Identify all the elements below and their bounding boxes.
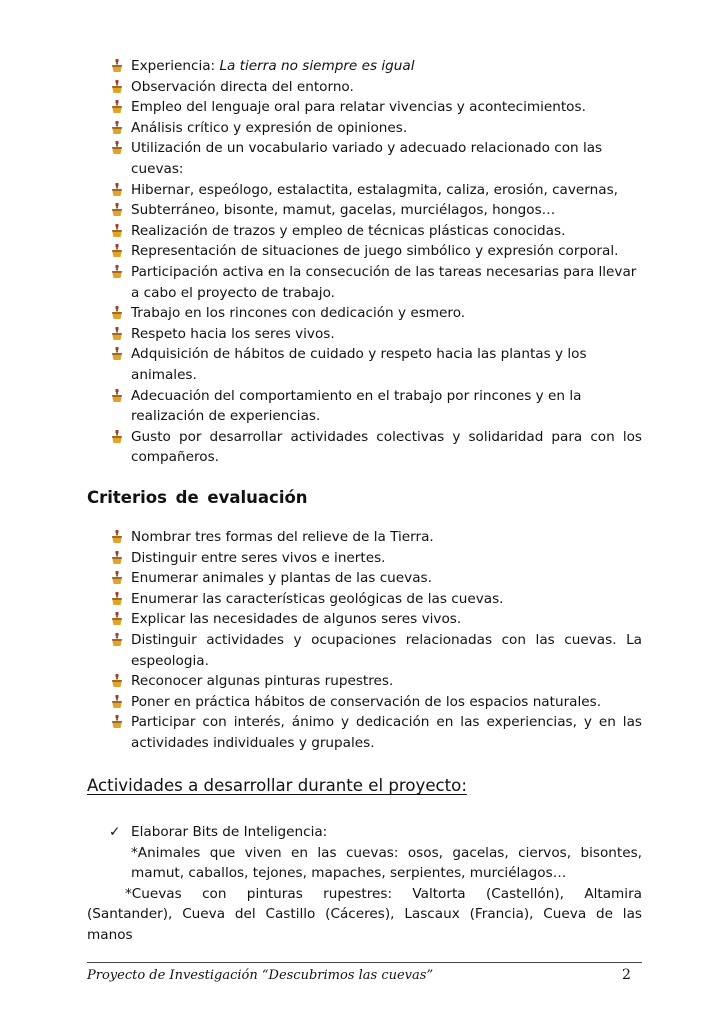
footer-title: Proyecto de Investigación “Descubrimos las cuevas” xyxy=(87,968,434,983)
bullet-icon xyxy=(111,100,123,114)
activity-caves-text: *Cuevas con pinturas rupestres: Valtorta (Castellón), Altamira xyxy=(125,885,642,902)
item-text: Subterráneo, bisonte, mamut, gacelas, murciélagos, hongos… xyxy=(131,202,556,219)
item-text: Participación activa en la consecución de las tareas necesarias para llevar a cabo el proyecto de trabajo. xyxy=(131,263,637,301)
activities-heading: Actividades a desarrollar durante el proyecto: xyxy=(87,776,467,795)
bullet-icon xyxy=(111,80,123,94)
item-label: Experiencia: xyxy=(131,58,220,74)
activity-caves-continuation: (Santander), Cueva del Castillo (Cáceres), Lascaux (Francia), Cueva de las manos xyxy=(87,906,642,943)
list-item xyxy=(87,303,642,324)
item-text: Observación directa del entorno. xyxy=(131,78,354,95)
item-text: Explicar las necesidades de algunos seres vivos. xyxy=(131,611,462,628)
list-item xyxy=(87,138,642,179)
item-text: Realización de trazos y empleo de técnicas plásticas conocidas. xyxy=(131,222,566,239)
list-item xyxy=(87,77,642,98)
list-item xyxy=(87,180,642,201)
item-text: Gusto por desarrollar actividades colectivas y solidaridad para con los compañeros. xyxy=(131,428,642,466)
bullet-icon xyxy=(111,141,123,155)
item-text: Enumerar las características geológicas de las cuevas. xyxy=(131,590,504,607)
list-item xyxy=(87,221,642,242)
bullet-icon xyxy=(111,612,123,626)
objectives-list xyxy=(87,56,642,468)
item-text: Trabajo en los rincones con dedicación y esmero. xyxy=(131,305,466,322)
bullet-icon xyxy=(111,306,123,320)
checkmark-icon: ✓ xyxy=(109,824,121,840)
item-text: Hibernar, espeólogo, estalactita, estalagmita, caliza, erosión, cavernas, xyxy=(131,181,618,198)
list-item xyxy=(87,589,642,610)
bullet-icon xyxy=(111,551,123,565)
list-item xyxy=(87,712,642,753)
bullet-icon xyxy=(111,530,123,544)
bullet-icon xyxy=(111,695,123,709)
item-text: Análisis crítico y expresión de opiniones. xyxy=(131,119,408,136)
list-item xyxy=(87,609,642,630)
bullet-icon xyxy=(111,183,123,197)
item-text: Distinguir entre seres vivos e inertes. xyxy=(131,549,386,566)
item-text: Respeto hacia los seres vivos. xyxy=(131,325,335,342)
list-item xyxy=(87,241,642,262)
activity-block xyxy=(87,822,642,946)
activity-animals-text: *Animales que viven en las cuevas: osos, gacelas, ciervos, bisontes, mamut, caballos, tejones, mapaches, serpientes, murciélagos… xyxy=(131,844,642,882)
item-title: La tierra no siempre es igual xyxy=(219,58,415,74)
footer-divider xyxy=(87,962,642,963)
bullet-icon xyxy=(111,224,123,238)
item-text: Adecuación del comportamiento en el trabajo por rincones y en la realización de experiencias. xyxy=(131,387,582,425)
list-item xyxy=(87,527,642,548)
item-text: Reconocer algunas pinturas rupestres. xyxy=(131,673,394,690)
list-item xyxy=(87,344,642,385)
list-item xyxy=(87,630,642,671)
activity-item xyxy=(87,822,642,843)
bullet-icon xyxy=(111,592,123,606)
bullet-icon xyxy=(111,347,123,361)
list-item xyxy=(87,97,642,118)
bullet-icon xyxy=(111,59,123,73)
list-item xyxy=(87,324,642,345)
bullet-icon xyxy=(111,327,123,341)
item-text: Nombrar tres formas del relieve de la Tierra. xyxy=(131,529,434,545)
bullet-icon xyxy=(111,633,123,647)
item-text: Empleo del lenguaje oral para relatar vivencias y acontecimientos. xyxy=(131,99,586,116)
bullet-icon xyxy=(111,571,123,585)
list-item xyxy=(87,386,642,427)
list-item xyxy=(87,568,642,589)
item-text: Adquisición de hábitos de cuidado y respeto hacia las plantas y los animales. xyxy=(131,346,587,383)
bullet-icon xyxy=(111,121,123,135)
bullet-icon xyxy=(111,430,123,444)
criteria-heading: Criterios de evaluación xyxy=(87,488,308,507)
item-text: Enumerar animales y plantas de las cuevas. xyxy=(131,570,432,587)
list-item xyxy=(87,692,642,713)
list-item xyxy=(87,56,642,77)
item-text: Utilización de un vocabulario variado y adecuado relacionado con las cuevas: xyxy=(131,140,603,177)
item-text: Distinguir actividades y ocupaciones relacionadas con las cuevas. La espeologia. xyxy=(131,631,642,669)
criteria-list xyxy=(87,527,642,754)
list-item xyxy=(87,262,642,303)
item-text: Participar con interés, ánimo y dedicación en las experiencias, y en las actividades individuales y grupales. xyxy=(131,714,642,751)
activity-title: Elaborar Bits de Inteligencia: xyxy=(131,824,328,840)
page-number: 2 xyxy=(622,967,631,983)
activity-caves-line xyxy=(86,884,642,905)
bullet-icon xyxy=(111,389,123,403)
bullet-icon xyxy=(111,715,123,729)
list-item xyxy=(87,427,642,468)
list-item xyxy=(87,671,642,692)
list-item xyxy=(87,118,642,139)
item-text: Poner en práctica hábitos de conservación de los espacios naturales. xyxy=(131,693,602,710)
bullet-icon xyxy=(111,674,123,688)
list-item xyxy=(87,200,642,221)
item-text: Representación de situaciones de juego simbólico y expresión corporal. xyxy=(131,243,619,260)
bullet-icon xyxy=(111,203,123,217)
list-item xyxy=(87,548,642,569)
bullet-icon xyxy=(111,244,123,258)
bullet-icon xyxy=(111,265,123,279)
